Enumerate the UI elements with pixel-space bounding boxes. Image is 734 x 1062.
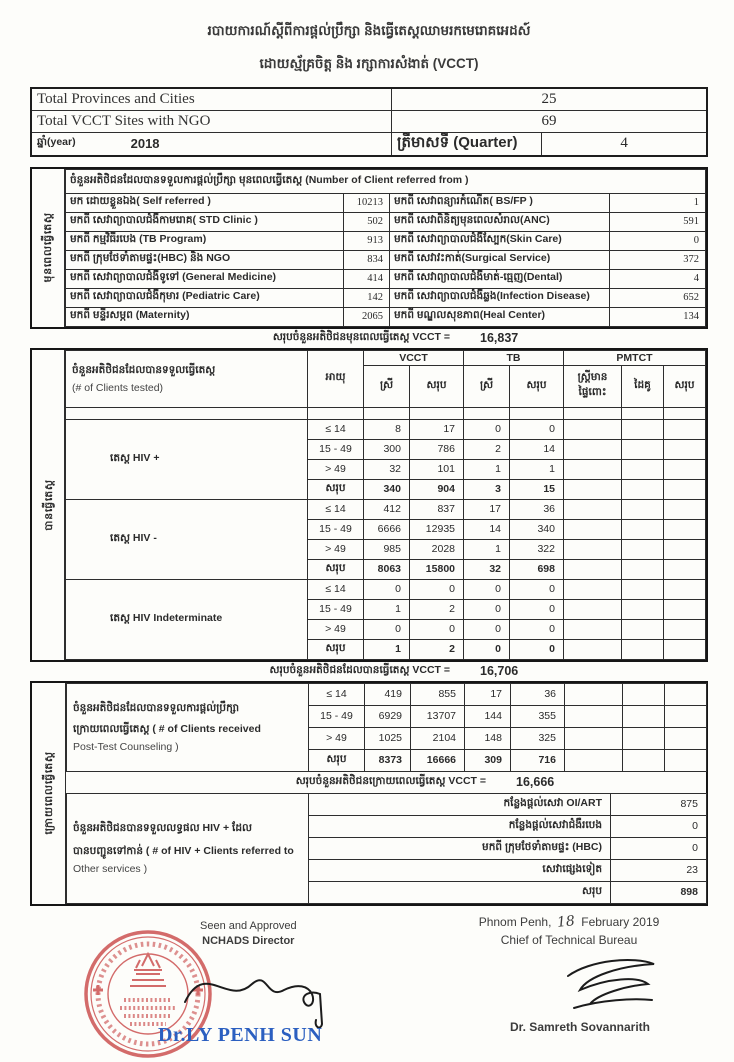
value-cell: 15 [510,479,564,499]
value-cell: 309 [465,749,511,771]
table-row [31,88,707,110]
year-value: 2018 [130,136,160,151]
referral-table [66,793,707,904]
referred-label: មកពី មណ្ឌលសុខភាព(Heal Center) [389,307,609,326]
pmtct-empty-cell [664,479,706,499]
referred-value: 502 [343,212,389,231]
value-cell: 32 [464,559,510,579]
table-row [65,169,705,193]
pmtct-empty-cell [664,419,706,439]
value-cell: 2 [464,439,510,459]
pmtct-empty-cell [622,599,664,619]
tested-desc-english: (# of Clients tested) [72,381,164,394]
referral-row-value: 875 [611,793,707,815]
table-row [65,269,705,288]
age-cell: ≤ 14 [308,419,364,439]
pmtct-empty-cell [622,439,664,459]
value-cell: 16666 [411,749,465,771]
tested-total-label: សរុបចំនួនអតិថិជនដែលបានធ្វើតេស្ត VCCT = [269,663,450,676]
value-cell: 322 [510,539,564,559]
value-cell: 837 [410,499,464,519]
referred-label: មកពី មន្ទីរសម្ភព (Maternity) [65,307,343,326]
pmtct-empty-cell [565,683,623,705]
value-cell: 1025 [365,727,411,749]
pmtct-empty-cell [622,459,664,479]
value-cell: 0 [510,599,564,619]
referred-label: មកពី កម្មវិធីរបេង (TB Program) [65,231,343,250]
value-cell: 15800 [410,559,464,579]
table-row [66,419,706,439]
age-cell: > 49 [308,459,364,479]
value-cell: 0 [364,579,410,599]
pmtct-empty-cell [665,749,707,771]
value-cell: 904 [410,479,464,499]
director-name: Dr.LY PENH SUN [158,1023,323,1046]
value-cell: 1 [464,459,510,479]
subheader-partner: ដៃគូ [622,365,664,407]
section-label-hiv-indeterminate: តេស្ត HIV Indeterminate [66,579,308,659]
value-cell: 3 [464,479,510,499]
referred-label: មកពី សេវាព្យាបាលជំងឺទូទៅ (General Medicine) [65,269,343,288]
referred-value: 591 [609,212,705,231]
value-cell: 0 [464,579,510,599]
pmtct-empty-cell [564,439,622,459]
pmtct-empty-cell [664,599,706,619]
table-row [67,793,707,815]
report-title [30,14,708,75]
pmtct-empty-cell [664,499,706,519]
value-cell: 6666 [364,519,410,539]
pmtct-empty-cell [623,749,665,771]
value-cell: 0 [510,639,564,659]
subheader-female: ស្រី [464,365,510,407]
pmtct-empty-cell [564,559,622,579]
pmtct-empty-cell [564,599,622,619]
value-cell: 12935 [410,519,464,539]
pmtct-empty-cell [664,579,706,599]
referred-value: 2065 [343,307,389,326]
post-test-total [66,772,706,793]
value-cell: 0 [410,619,464,639]
referred-value: 913 [343,231,389,250]
value-cell: 17 [410,419,464,439]
value-cell: 36 [511,683,565,705]
referral-desc-line2: បានបញ្ជូនទៅកាន់ ( # of HIV + Clients referred to [73,844,294,857]
value-cell: 148 [465,727,511,749]
value-cell: 0 [464,619,510,639]
value-cell: 2 [410,639,464,659]
referral-row-label: កន្លែងផ្តល់សេវា OI/ART [309,793,611,815]
value-cell: 13707 [411,705,465,727]
year-cell [31,132,392,156]
value-cell: 1 [464,539,510,559]
pmtct-empty-cell [622,519,664,539]
pmtct-empty-cell [565,749,623,771]
referred-value: 4 [609,269,705,288]
pmtct-empty-cell [622,559,664,579]
section-label-hiv-negative: តេស្ត HIV - [66,499,308,579]
value-cell: 14 [510,439,564,459]
post-test-total-label: សរុបចំនួនអតិថិជនក្រោយពេលធ្វើតេស្ត VCCT = [295,774,486,787]
value-cell: 325 [511,727,565,749]
vcct-group-header: VCCT [364,350,464,365]
value-cell: 0 [464,419,510,439]
post-test-desc-line1: ចំនួនអតិថិជនដែលបានទទួលការផ្តល់ប្រឹក្សា [73,701,240,714]
table-row [65,250,705,269]
age-cell: > 49 [309,727,365,749]
pre-test-total [30,329,708,348]
value-cell: 8373 [365,749,411,771]
approved-line2: NCHADS Director [202,934,295,947]
chief-title: Chief of Technical Bureau [500,932,638,947]
tb-group-header: TB [464,350,564,365]
pmtct-empty-cell [565,705,623,727]
value-cell: 0 [510,619,564,639]
age-cell: សរុប [308,479,364,499]
pmtct-empty-cell [664,559,706,579]
referred-label: មកពី សេវាពិនិត្យមុនពេលសំរាល(ANC) [389,212,609,231]
report-title-line1: របាយការណ៍ស្តីពីការផ្តល់ប្រឹក្សា និងធ្វើតេស្តឈាមរកមេរោគអេដស៍ [207,23,531,38]
value-cell: 340 [510,519,564,539]
approved-block [200,920,297,947]
pmtct-empty-cell [623,705,665,727]
pmtct-empty-cell [664,539,706,559]
tested-table [65,350,706,660]
value-cell: 36 [510,499,564,519]
spacer-row [66,407,706,419]
table-row [31,110,707,132]
pmtct-empty-cell [564,499,622,519]
post-test-desc-line2: ក្រោយពេលធ្វើតេស្ត ( # of Clients received [73,722,261,735]
director-signature [180,952,350,1032]
value-cell: 1 [510,459,564,479]
quarter-label: ត្រីមាសទី (Quarter) [392,132,542,156]
pre-test-total-value: 16,837 [480,331,519,345]
date-block [430,914,708,947]
referred-label: មកពី សេវាព្យាបាលជំងឺកុមារ (Pediatric Care) [65,288,343,307]
pmtct-empty-cell [622,479,664,499]
value-cell: 14 [464,519,510,539]
referral-row-label: សេវាផ្សេងទៀត [309,859,611,881]
value-cell: 0 [410,579,464,599]
post-test-section [30,681,708,906]
value-cell: 1 [364,639,410,659]
referred-value: 1 [609,193,705,212]
pmtct-empty-cell [622,539,664,559]
referred-label: មកពី សេវាព្យាបាលជំងឺមាត់-ធ្មេញ(Dental) [389,269,609,288]
pmtct-empty-cell [665,705,707,727]
pmtct-empty-cell [565,727,623,749]
referred-label: មកពី សេវាព្យាបាលជំងឺស្បែក(Skin Care) [389,231,609,250]
referral-row-value: 898 [611,881,707,903]
value-cell: 0 [510,579,564,599]
pmtct-empty-cell [664,459,706,479]
quarter-value: 4 [542,132,707,156]
pmtct-empty-cell [622,579,664,599]
referred-label: មកពី សេវាព្យាបាលជំងឺឆ្លង(Infection Disease) [389,288,609,307]
referred-side-label [32,169,65,327]
section-label-hiv-positive: តេស្ត HIV + [66,419,308,499]
pmtct-empty-cell [665,727,707,749]
post-test-side-label [32,683,66,904]
pmtct-empty-cell [664,519,706,539]
pmtct-empty-cell [564,579,622,599]
summary-value-provinces: 25 [392,88,707,110]
table-row [65,231,705,250]
value-cell: 985 [364,539,410,559]
pmtct-empty-cell [564,419,622,439]
referred-label: មកពី ក្រុមថែទាំតាមផ្ទះ(HBC) និង NGO [65,250,343,269]
pmtct-empty-cell [564,539,622,559]
age-column-header: អាយុ [308,350,364,407]
value-cell: 0 [364,619,410,639]
value-cell: 855 [411,683,465,705]
summary-label-provinces: Total Provinces and Cities [31,88,392,110]
subheader-total: សរុប [664,365,706,407]
value-cell: 2104 [411,727,465,749]
post-test-desc-line3: Post-Test Counseling ) [73,740,179,753]
referral-row-label: កន្លែងផ្តល់សេវាជំងឺរបេង [309,815,611,837]
referred-label: មក ដោយខ្លួនឯង( Self referred ) [65,193,343,212]
pmtct-empty-cell [564,619,622,639]
age-cell: 15 - 49 [308,439,364,459]
referred-from-table [65,169,706,327]
pmtct-group-header: PMTCT [564,350,706,365]
value-cell: 2 [410,599,464,619]
post-test-table [66,683,707,772]
year-label: ឆ្នាំ(year) [37,136,76,148]
pmtct-empty-cell [623,727,665,749]
subheader-total: សរុប [410,365,464,407]
subheader-total: សរុប [510,365,564,407]
value-cell: 1 [364,599,410,619]
pmtct-empty-cell [665,683,707,705]
referred-label: មកពី សេវាព្យាបាលជំងឺកាមរោគ( STD Clinic ) [65,212,343,231]
referred-label: មកពី សេវាវះកាត់(Surgical Service) [389,250,609,269]
age-cell: > 49 [308,619,364,639]
value-cell: 0 [464,639,510,659]
referred-header: ចំនួនអតិថិជនដែលបានទទួលការផ្តល់ប្រឹក្សា មុនពេលធ្វើតេស្ត (Number of Client referred from ) [65,169,705,193]
table-row [67,683,707,705]
tested-total-value: 16,706 [480,664,519,678]
summary-label-sites: Total VCCT Sites with NGO [31,110,392,132]
report-title-line2: ដោយស្ម័គ្រចិត្ត និង រក្សាការសំងាត់ (VCCT) [259,56,479,71]
referred-side-label-text: មុនពេលធ្វើតេស្ត [42,212,55,283]
pmtct-empty-cell [622,499,664,519]
pre-test-total-label: សរុបចំនួនអតិថិជនមុនពេលធ្វើតេស្ត VCCT = [272,330,450,343]
referral-row-label: សរុប [309,881,611,903]
value-cell: 2028 [410,539,464,559]
summary-table [30,87,708,157]
age-cell: 15 - 49 [309,705,365,727]
summary-value-sites: 69 [392,110,707,132]
age-cell: 15 - 49 [308,599,364,619]
referral-desc-cell [67,793,309,903]
tested-total [30,662,708,681]
tested-desc-cell [66,350,308,407]
table-row [65,212,705,231]
value-cell: 144 [465,705,511,727]
table-header-row [66,350,706,365]
value-cell: 17 [465,683,511,705]
value-cell: 8063 [364,559,410,579]
table-row [65,288,705,307]
referred-value: 10213 [343,193,389,212]
pmtct-empty-cell [622,619,664,639]
referral-desc-line3: Other services ) [73,862,148,875]
age-cell: ≤ 14 [308,499,364,519]
tested-section [30,348,708,662]
referral-desc-line1: ចំនួនអតិថិជនបានទទួលលទ្ធផល HIV + ដែល [73,821,253,834]
referral-row-value: 0 [611,837,707,859]
chief-name: Dr. Samreth Sovannarith [509,1019,651,1034]
post-test-side-label-text: ក្រោយពេលធ្វើតេស្ត [43,751,55,835]
pmtct-empty-cell [664,639,706,659]
value-cell: 17 [464,499,510,519]
value-cell: 8 [364,419,410,439]
value-cell: 101 [410,459,464,479]
pmtct-empty-cell [564,639,622,659]
referred-label: មកពី សេវាពន្យារកំណើត( BS/FP ) [389,193,609,212]
pmtct-empty-cell [664,439,706,459]
table-row [66,579,706,599]
age-cell: សរុប [308,559,364,579]
value-cell: 716 [511,749,565,771]
table-row [65,307,705,326]
age-cell: សរុប [308,639,364,659]
post-test-desc-cell [67,683,309,771]
value-cell: 0 [510,419,564,439]
referred-value: 414 [343,269,389,288]
table-row [65,193,705,212]
value-cell: 698 [510,559,564,579]
referral-row-value: 0 [611,815,707,837]
age-cell: សរុប [309,749,365,771]
chief-signature [550,950,670,1014]
referred-value: 834 [343,250,389,269]
handwritten-day: 18 [556,912,577,931]
age-cell: 15 - 49 [308,519,364,539]
pmtct-empty-cell [564,459,622,479]
referred-value: 372 [609,250,705,269]
referred-value: 652 [609,288,705,307]
pmtct-empty-cell [622,639,664,659]
value-cell: 32 [364,459,410,479]
pmtct-empty-cell [564,479,622,499]
post-test-total-value: 16,666 [516,775,555,789]
table-row [66,499,706,519]
referred-value: 142 [343,288,389,307]
value-cell: 786 [410,439,464,459]
pmtct-empty-cell [664,619,706,639]
value-cell: 355 [511,705,565,727]
value-cell: 412 [364,499,410,519]
referral-row-value: 23 [611,859,707,881]
age-cell: > 49 [308,539,364,559]
age-cell: ≤ 14 [308,579,364,599]
date-place: Phnom Penh, [478,914,552,929]
age-cell: ≤ 14 [309,683,365,705]
value-cell: 419 [365,683,411,705]
referred-from-section [30,167,708,329]
value-cell: 300 [364,439,410,459]
pmtct-empty-cell [622,419,664,439]
pmtct-empty-cell [564,519,622,539]
value-cell: 340 [364,479,410,499]
approved-line1: Seen and Approved [200,919,297,932]
referral-row-label: មកពី ក្រុមថែទាំតាមផ្ទះ (HBC) [309,837,611,859]
subheader-female: ស្រី [364,365,410,407]
value-cell: 0 [464,599,510,619]
pmtct-empty-cell [623,683,665,705]
tested-side-label [32,350,65,660]
tested-desc-khmer: ចំនួនអតិថិជនដែលបានទទួលធ្វើតេស្ត [72,363,216,376]
referred-value: 134 [609,307,705,326]
date-month-year: February 2019 [581,914,660,929]
subheader-pregnant: ស្ត្រីមានផ្ទៃពោះ [564,365,622,407]
value-cell: 6929 [365,705,411,727]
table-row [31,132,707,156]
tested-side-label-text: បានធ្វើតេស្ត [42,478,55,531]
signature-footer [30,912,708,1062]
referred-value: 0 [609,231,705,250]
